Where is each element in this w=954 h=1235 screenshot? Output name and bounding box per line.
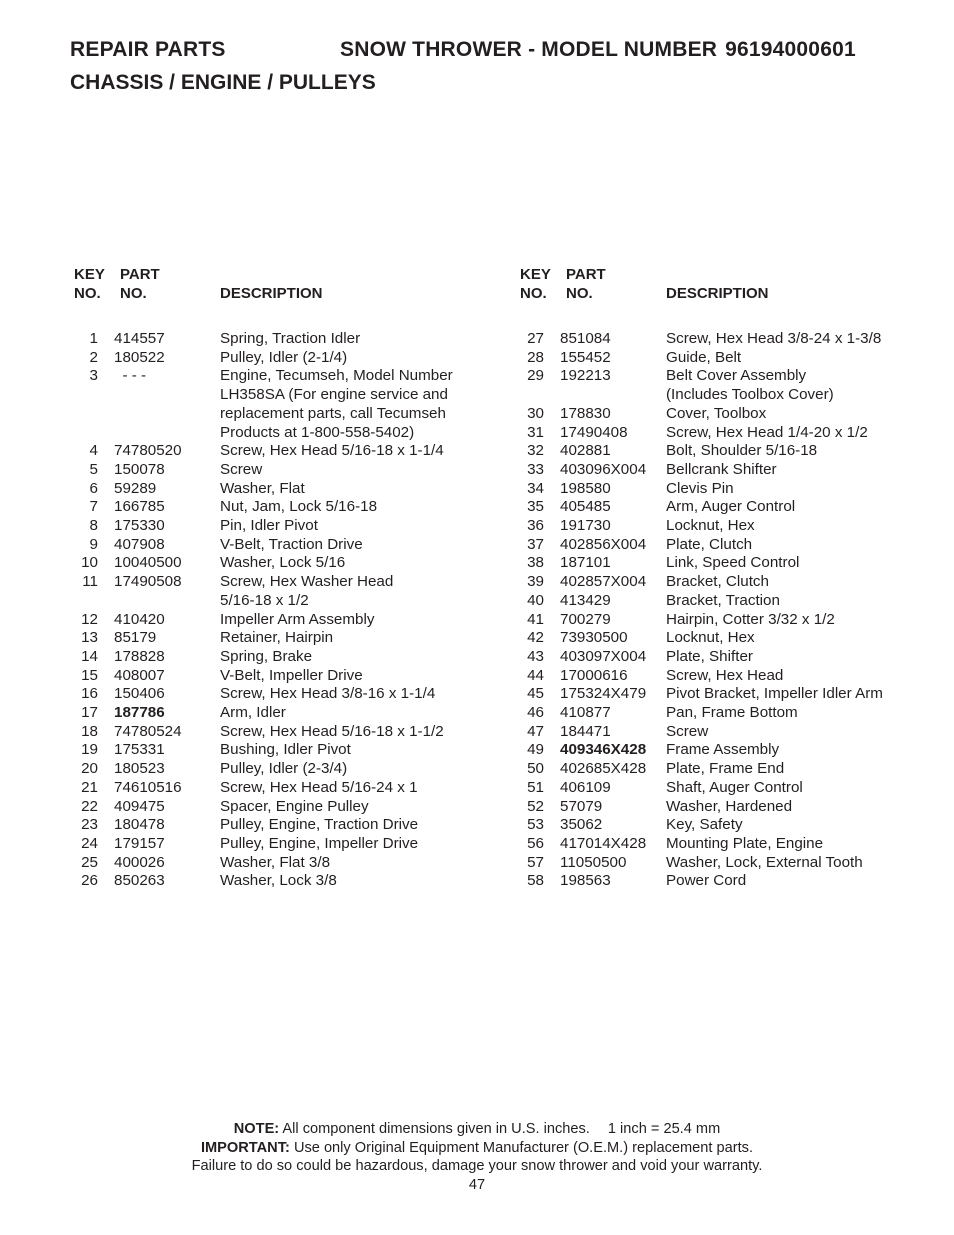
parts-list-right [520,266,940,891]
part-description: Screw, Hex Head 3/8-16 x 1-1/4 [220,685,436,703]
part-number: 166785 [114,498,165,516]
parts-rows-left [74,330,494,891]
parts-row [74,480,494,499]
parts-row [520,442,940,461]
parts-row [74,835,494,854]
key-number: 11 [82,573,98,591]
key-number: 25 [81,853,98,871]
key-number: 32 [527,442,544,460]
part-number: 184471 [560,722,611,740]
page-footer [0,1120,954,1194]
key-number: 14 [81,647,98,665]
key-number: 23 [81,816,98,834]
key-number: 28 [527,348,544,366]
parts-row [74,330,494,349]
part-description: Mounting Plate, Engine [666,834,824,852]
part-number: 17490508 [114,573,182,591]
part-number: 405485 [560,498,611,516]
parts-row [520,611,940,630]
part-description: Cover, Toolbox [666,404,767,422]
part-number: 180478 [114,816,165,834]
parts-list-left [74,266,494,891]
part-header-line1: PART [566,266,606,283]
part-description: Screw, Hex Head 5/16-24 x 1 [220,778,418,796]
parts-rows-right [520,330,940,891]
parts-row [520,741,940,760]
part-no-header [120,266,190,303]
key-number: 18 [81,722,98,740]
parts-row [520,461,940,480]
part-number: 408007 [114,666,165,684]
key-number: 6 [89,479,98,497]
parts-row [520,330,940,349]
part-description: Shaft, Auger Control [666,778,803,796]
key-number: 19 [81,741,98,759]
key-number: 44 [527,666,544,684]
part-description: Impeller Arm Assembly [220,610,375,628]
key-number: 17 [81,704,98,722]
part-number: 417014X428 [560,834,647,852]
parts-row [74,704,494,723]
part-number: 11050500 [560,853,627,871]
note-line [0,1120,954,1139]
part-number: - - - [114,367,147,385]
key-number: 50 [527,760,544,778]
note-label: NOTE: [233,1121,280,1137]
key-no-header [520,266,560,303]
parts-row [74,629,494,648]
part-number: 175324X479 [560,685,647,703]
key-number: 46 [527,704,544,722]
unit-conversion: 1 inch = 25.4 mm [607,1121,721,1137]
part-description: Spring, Brake [220,647,313,665]
parts-row [74,685,494,704]
parts-row [520,816,940,835]
page-number: 47 [468,1176,486,1193]
key-number: 53 [527,816,544,834]
part-number: 413429 [560,591,611,609]
part-number: 150406 [114,685,165,703]
part-description: Plate, Frame End [666,760,785,778]
part-description: Pivot Bracket, Impeller Idler Arm [666,685,883,703]
part-description: Washer, Hardened [666,797,793,815]
key-number: 26 [81,872,98,890]
part-number: 402881 [560,442,611,460]
part-description: Screw, Hex Head 3/8-24 x 1-3/8 [666,330,882,347]
key-number: 56 [527,834,544,852]
part-description: Screw, Hex Head 5/16-18 x 1-1/4 [220,442,444,460]
part-number: 192213 [560,367,611,385]
key-number: 58 [527,872,544,890]
warning-line: Failure to do so could be hazardous, damage your snow thrower and void your warranty. [191,1158,763,1175]
part-description: Bellcrank Shifter [666,460,777,478]
part-description: Arm, Auger Control [666,498,796,516]
key-number: 16 [81,685,98,703]
key-number: 20 [81,760,98,778]
part-number: 198580 [560,479,611,497]
part-number: 17000616 [560,666,628,684]
parts-row [520,480,940,499]
part-description: Key, Safety [666,816,743,834]
key-number: 9 [89,535,98,553]
part-number: 74780524 [114,722,182,740]
parts-row [74,667,494,686]
key-number: 42 [527,629,544,647]
part-description: Washer, Lock 3/8 [220,872,337,890]
part-number: 85179 [114,629,157,647]
part-description: Belt Cover Assembly (Includes Toolbox Cover) [666,367,834,404]
parts-row [74,816,494,835]
model-number: 96194000601 [725,38,856,61]
part-description: Link, Speed Control [666,554,800,572]
part-number: 406109 [560,778,611,796]
part-description: Frame Assembly [666,741,780,759]
part-description: Bushing, Idler Pivot [220,741,351,759]
part-number: 178828 [114,647,165,665]
parts-row [74,611,494,630]
key-number: 10 [81,554,98,572]
parts-row [520,872,940,891]
part-description: Screw [666,722,709,740]
part-description: Hairpin, Cotter 3/32 x 1/2 [666,610,835,628]
part-number: 179157 [114,834,165,852]
part-number: 10040500 [114,554,182,572]
part-description: Nut, Jam, Lock 5/16-18 [220,498,378,516]
parts-row [74,741,494,760]
product-title [340,38,856,62]
key-number: 2 [89,348,98,366]
part-description: Arm, Idler [220,704,286,722]
part-description: Clevis Pin [666,479,734,497]
key-number: 51 [527,778,544,796]
part-description: Locknut, Hex [666,517,755,535]
part-description: Locknut, Hex [666,629,755,647]
parts-row [74,349,494,368]
part-number: 402857X004 [560,573,647,591]
parts-row [520,648,940,667]
part-number: 700279 [560,610,611,628]
part-number: 403096X004 [560,460,647,478]
product-label: SNOW THROWER - MODEL NUMBER [340,38,718,61]
part-description: Plate, Shifter [666,647,753,665]
key-number: 41 [527,610,544,628]
part-description: Bolt, Shoulder 5/16-18 [666,442,818,460]
part-no-header [566,266,636,303]
key-number: 39 [527,573,544,591]
key-number: 24 [81,834,98,852]
part-number: 73930500 [560,629,628,647]
key-number: 29 [527,367,544,385]
parts-row [74,461,494,480]
key-number: 37 [527,535,544,553]
key-number: 1 [89,330,98,347]
part-description: Retainer, Hairpin [220,629,334,647]
part-number: 198563 [560,872,611,890]
part-description: Plate, Clutch [666,535,753,553]
part-description: Power Cord [666,872,747,890]
part-number: 187786 [114,704,165,722]
part-number: 407908 [114,535,165,553]
parts-row [74,442,494,461]
part-description: Screw, Hex Head [666,666,784,684]
part-number: 410877 [560,704,611,722]
key-number: 36 [527,517,544,535]
parts-row [520,592,940,611]
parts-row [74,854,494,873]
key-number: 3 [89,367,98,385]
parts-row [74,779,494,798]
key-number: 8 [89,517,98,535]
parts-row [520,685,940,704]
key-number: 49 [527,741,544,759]
parts-row [520,760,940,779]
key-number: 40 [527,591,544,609]
part-number: 414557 [114,330,165,347]
part-number: 402685X428 [560,760,647,778]
part-number: 410420 [114,610,165,628]
parts-row [74,554,494,573]
key-number: 47 [527,722,544,740]
column-headers [520,266,940,310]
key-number: 57 [527,853,544,871]
parts-row [74,536,494,555]
part-description: Bracket, Traction [666,591,780,609]
part-number: 180522 [114,348,165,366]
key-number: 33 [527,460,544,478]
parts-row [74,648,494,667]
part-description: Pulley, Engine, Impeller Drive [220,834,419,852]
key-number: 34 [527,479,544,497]
part-number: 59289 [114,479,157,497]
part-number: 402856X004 [560,535,647,553]
part-description: Spacer, Engine Pulley [220,797,369,815]
part-number: 74610516 [114,778,182,796]
parts-row [520,405,940,424]
key-header-line2: NO. [74,284,101,302]
part-description: Washer, Lock 5/16 [220,554,346,572]
part-description: Screw, Hex Head 5/16-18 x 1-1/2 [220,722,444,740]
part-number: 35062 [560,816,603,834]
part-number: 403097X004 [560,647,647,665]
parts-row [520,554,940,573]
part-number: 851084 [560,330,611,347]
key-number: 22 [81,797,98,815]
parts-row [520,723,940,742]
parts-row [520,667,940,686]
parts-row [74,723,494,742]
part-description: Pulley, Idler (2-3/4) [220,760,348,778]
description-header: DESCRIPTION [220,284,323,302]
part-number: 175331 [114,741,165,759]
parts-row [74,573,494,610]
part-header-line2: NO. [120,284,147,302]
parts-row [74,760,494,779]
part-description: Screw, Hex Head 1/4-20 x 1/2 [666,423,868,441]
key-number: 52 [527,797,544,815]
parts-row [520,349,940,368]
part-description: Pulley, Engine, Traction Drive [220,816,419,834]
part-number: 191730 [560,517,611,535]
parts-row [520,573,940,592]
parts-row [520,779,940,798]
part-number: 57079 [560,797,603,815]
key-number: 4 [89,442,98,460]
important-text: Use only Original Equipment Manufacturer (O.E.M.) replacement parts. [293,1139,754,1156]
part-description: Pulley, Idler (2-1/4) [220,348,348,366]
part-description: Bracket, Clutch [666,573,769,591]
part-description: Screw, Hex Washer Head 5/16-18 x 1/2 [220,573,394,609]
key-number: 15 [81,666,98,684]
section-title: REPAIR PARTS [70,38,226,61]
key-number: 31 [527,423,544,441]
part-header-line1: PART [120,266,160,283]
part-description: V-Belt, Traction Drive [220,535,363,553]
key-number: 21 [81,778,98,796]
parts-row [74,498,494,517]
note-text: All component dimensions given in U.S. inches. [282,1121,590,1137]
key-number: 27 [527,330,544,347]
part-description: Pan, Frame Bottom [666,704,798,722]
part-number: 17490408 [560,423,628,441]
parts-row [74,872,494,891]
parts-row [520,854,940,873]
part-number: 409346X428 [560,741,647,759]
part-number: 74780520 [114,442,182,460]
parts-row [520,498,940,517]
part-description: Washer, Flat 3/8 [220,853,331,871]
key-no-header [74,266,114,303]
key-number: 43 [527,647,544,665]
parts-row [520,704,940,723]
part-number: 180523 [114,760,165,778]
parts-row [74,798,494,817]
part-description: Screw [220,460,263,478]
important-label: IMPORTANT: [200,1139,290,1156]
part-description: Engine, Tecumseh, Model Number LH358SA (For engine service and replacement parts, call Tecumseh Products at 1-800-558-5402) [220,367,453,441]
important-line [0,1139,954,1158]
key-number: 45 [527,685,544,703]
key-number: 30 [527,404,544,422]
key-header-line1: KEY [520,266,551,283]
key-number: 5 [89,460,98,478]
description-header: DESCRIPTION [666,284,769,302]
part-number: 150078 [114,460,165,478]
part-number: 187101 [560,554,611,572]
part-number: 850263 [114,872,165,890]
part-header-line2: NO. [566,284,593,302]
key-number: 38 [527,554,544,572]
part-description: Spring, Traction Idler [220,330,361,347]
part-description: Guide, Belt [666,348,742,366]
parts-row [520,367,940,404]
key-number: 7 [89,498,98,516]
parts-row [520,517,940,536]
parts-row [74,517,494,536]
key-header-line2: NO. [520,284,547,302]
key-header-line1: KEY [74,266,105,283]
key-number: 35 [527,498,544,516]
part-description: Pin, Idler Pivot [220,517,318,535]
parts-row [520,629,940,648]
part-number: 155452 [560,348,611,366]
key-number: 13 [81,629,98,647]
part-number: 400026 [114,853,165,871]
part-description: V-Belt, Impeller Drive [220,666,363,684]
column-headers [74,266,494,310]
parts-row [520,424,940,443]
parts-row [520,835,940,854]
part-number: 175330 [114,517,165,535]
page-subtitle: CHASSIS / ENGINE / PULLEYS [70,71,376,94]
part-number: 178830 [560,404,611,422]
parts-row [520,798,940,817]
parts-row [74,367,494,442]
part-description: Washer, Flat [220,479,305,497]
part-description: Washer, Lock, External Tooth [666,853,863,871]
key-number: 12 [81,610,98,628]
part-number: 409475 [114,797,165,815]
parts-row [520,536,940,555]
